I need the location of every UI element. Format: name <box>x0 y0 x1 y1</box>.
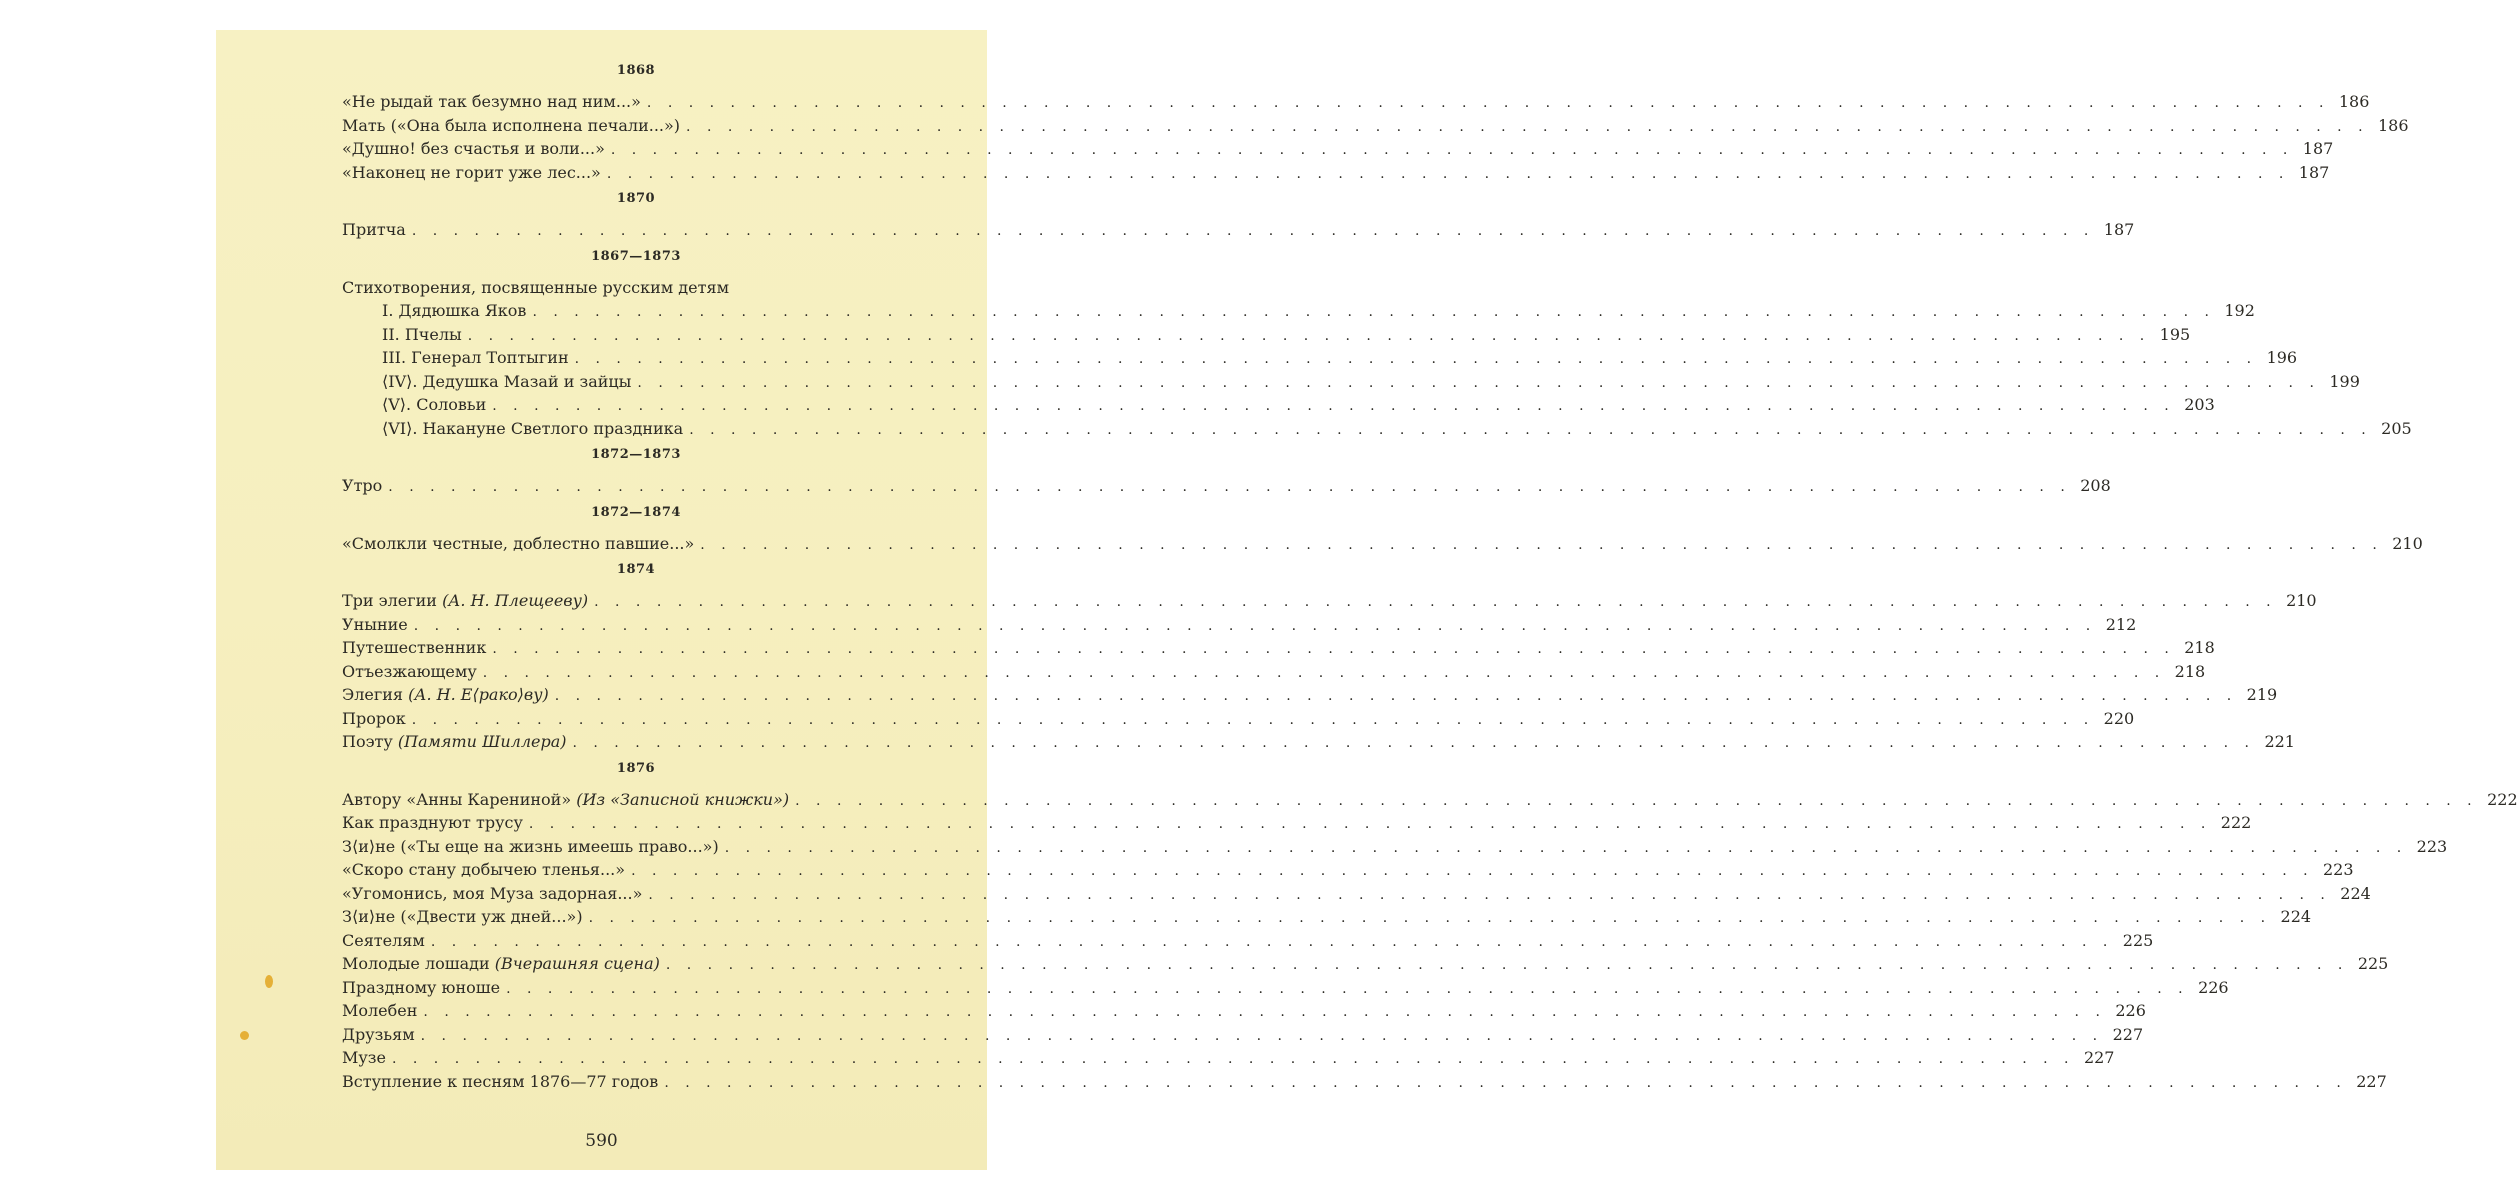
page-ref: 218 <box>2184 638 2215 657</box>
entry-title-main: Молодые лошади <box>342 954 490 973</box>
page-ref: 187 <box>2103 220 2135 239</box>
entry-title: Утро <box>342 476 383 495</box>
toc-entry <box>342 299 2255 323</box>
dot-leader <box>637 372 2319 396</box>
entry-title-main: Автору «Анны Карениной» <box>342 789 572 809</box>
page-ref: 226 <box>2198 977 2229 997</box>
paper-stain <box>265 975 273 988</box>
page-ref: 223 <box>2323 860 2354 879</box>
toc-entry <box>342 636 2215 660</box>
toc-entry <box>342 1070 2387 1094</box>
entry-title: Как празднуют трусу <box>342 813 523 832</box>
entry-title: Праздному юноше <box>342 977 501 997</box>
year-heading: 1868 <box>616 63 656 78</box>
entry-title: «Душно! без счастья и воли...» <box>342 139 605 158</box>
page-ref: 210 <box>2392 533 2423 553</box>
dot-leader <box>492 638 2174 662</box>
entry-title: Вступление к песням 1876—77 годов <box>342 1071 659 1091</box>
entry-title: ⟨IV⟩. Дедушка Мазай и зайцы <box>382 371 632 391</box>
dot-leader <box>725 837 2407 861</box>
toc-entry <box>342 114 2409 138</box>
entry-title: «Угомонись, моя Муза задорная...» <box>342 883 643 903</box>
entry-title: Пророк <box>342 708 406 728</box>
entry-title: «Не рыдай так безумно над ним...» <box>342 92 641 111</box>
dot-leader <box>647 92 2329 116</box>
year-heading: 1872—1874 <box>591 504 681 520</box>
page-ref: 224 <box>2340 883 2371 903</box>
entry-title: Молебен <box>342 1001 418 1020</box>
page-ref: 195 <box>2159 324 2191 344</box>
page-ref: 199 <box>2329 371 2360 391</box>
toc-entry <box>342 161 2330 185</box>
page-ref: 203 <box>2184 395 2215 414</box>
toc-entry <box>342 474 2111 498</box>
page-ref: 223 <box>2416 836 2448 856</box>
entry-title: Мать («Она была исполнена печали...») <box>342 115 681 135</box>
page-ref: 187 <box>2302 139 2334 158</box>
page-ref: 222 <box>2487 789 2518 809</box>
entry-dedication: (А. Н. Плещееву) <box>442 591 589 610</box>
page-ref: 205 <box>2381 418 2412 438</box>
toc-entry <box>342 730 2295 754</box>
entry-dedication: (А. Н. Е⟨рако⟩ву) <box>408 685 549 704</box>
dot-leader <box>594 591 2276 615</box>
year-heading: 1872—1873 <box>591 447 681 462</box>
page-ref: 226 <box>2115 1001 2146 1020</box>
page-ref: 192 <box>2224 301 2255 320</box>
dot-leader <box>431 931 2113 955</box>
page-ref: 212 <box>2105 614 2137 634</box>
entry-dedication: (Памяти Шиллера) <box>397 732 567 751</box>
page-ref: 224 <box>2280 907 2312 926</box>
year-heading: 1876 <box>616 760 656 776</box>
entry-title: ⟨V⟩. Соловьи <box>382 395 487 414</box>
toc-entry <box>342 346 2298 370</box>
entry-dedication: (Из «Записной книжки») <box>576 789 790 809</box>
toc-entry <box>342 929 2154 953</box>
toc-entry <box>342 1023 2144 1047</box>
dot-leader <box>421 1025 2103 1049</box>
page-ref: 222 <box>2220 813 2252 832</box>
entry-title <box>342 730 567 754</box>
dot-leader <box>573 732 2255 756</box>
entry-title: Сеятелям <box>342 930 425 950</box>
dot-leader <box>506 978 2188 1002</box>
dot-leader <box>529 813 2211 837</box>
page-ref: 196 <box>2266 348 2298 367</box>
page-ref: 218 <box>2174 661 2206 681</box>
dot-leader <box>532 301 2214 325</box>
dot-leader <box>795 790 2477 814</box>
toc-entry <box>342 905 2312 929</box>
dot-leader <box>664 1072 2346 1096</box>
entry-title <box>342 788 789 812</box>
entry-title: Путешественник <box>342 638 487 657</box>
page-ref: 221 <box>2264 732 2295 751</box>
toc-entry <box>342 323 2191 347</box>
dot-leader <box>412 709 2094 733</box>
toc-entry <box>342 393 2215 417</box>
page-ref: 186 <box>2338 92 2370 111</box>
page-ref: 219 <box>2246 685 2278 704</box>
dot-leader <box>423 1001 2105 1025</box>
dot-leader <box>589 907 2271 931</box>
entry-title: Музе <box>342 1048 386 1067</box>
entry-title: З⟨и⟩не («Ты еще на жизнь имеешь право...») <box>342 836 719 856</box>
toc-entry <box>342 976 2229 1000</box>
dot-leader <box>492 395 2174 419</box>
toc-entry <box>342 858 2354 882</box>
year-heading: 1874 <box>616 562 656 577</box>
toc-entry <box>342 788 2518 812</box>
entry-title <box>342 952 660 976</box>
entry-title: Отъезжающему <box>342 661 477 681</box>
toc-entry <box>342 707 2135 731</box>
toc-entry <box>342 1046 2115 1070</box>
entry-title: Притча <box>342 220 406 239</box>
toc-entry <box>342 589 2317 613</box>
year-heading: 1867—1873 <box>591 248 681 264</box>
entry-title: Уныние <box>342 614 408 634</box>
page-ref: 220 <box>2103 708 2135 728</box>
entry-title-main: Поэту <box>342 732 393 751</box>
toc-entry <box>342 417 2412 441</box>
dot-leader <box>686 116 2368 140</box>
dot-leader <box>648 884 2330 908</box>
toc-entry <box>342 835 2448 859</box>
page-ref: 186 <box>2377 115 2409 135</box>
entry-title: III. Генерал Топтыгин <box>382 348 569 367</box>
dot-leader <box>412 220 2094 244</box>
toc-entry <box>342 660 2206 684</box>
dot-leader <box>468 325 2150 349</box>
toc-entry <box>342 370 2360 394</box>
toc-entry <box>342 683 2278 707</box>
entry-title-main: Элегия <box>342 685 404 704</box>
entry-title-main: Три элегии <box>342 591 437 610</box>
toc-entry <box>342 137 2334 161</box>
paper-stain <box>240 1031 249 1040</box>
page-ref: 227 <box>2356 1071 2387 1091</box>
page-number: 590 <box>585 1131 618 1151</box>
page-ref: 225 <box>2357 954 2389 973</box>
toc-entry <box>342 90 2370 114</box>
page-ref: 187 <box>2298 162 2330 182</box>
dot-leader <box>414 615 2096 639</box>
entry-title: II. Пчелы <box>382 324 462 344</box>
page-ref: 208 <box>2080 476 2111 495</box>
table-of-contents <box>342 60 2518 1093</box>
dot-leader <box>575 348 2257 372</box>
dot-leader <box>392 1048 2074 1072</box>
book-page <box>216 30 2518 1170</box>
page-ref: 227 <box>2112 1024 2144 1044</box>
dot-leader <box>388 476 2070 500</box>
toc-entry <box>342 952 2389 976</box>
entry-title: Друзьям <box>342 1024 415 1044</box>
entry-title <box>342 683 549 707</box>
dot-leader <box>700 534 2382 558</box>
entry-title: «Скоро стану добычею тленья...» <box>342 860 626 879</box>
entry-title: «Смолкли честные, доблестно павшие...» <box>342 533 695 553</box>
dot-leader <box>666 954 2348 978</box>
toc-entry <box>342 532 2423 556</box>
dot-leader <box>689 419 2371 443</box>
toc-entry <box>342 613 2137 637</box>
page-ref: 227 <box>2083 1048 2115 1067</box>
dot-leader <box>631 860 2313 884</box>
page-ref: 210 <box>2286 591 2317 610</box>
group-title: Стихотворения, посвященные русским детям <box>342 277 730 297</box>
entry-title: I. Дядюшка Яков <box>382 301 527 320</box>
entry-title: «Наконец не горит уже лес...» <box>342 162 601 182</box>
entry-title: ⟨VI⟩. Накануне Светлого праздника <box>382 418 684 438</box>
dot-leader <box>555 685 2237 709</box>
toc-entry <box>342 811 2252 835</box>
entry-title: З⟨и⟩не («Двести уж дней...») <box>342 907 583 926</box>
toc-entry <box>342 999 2146 1023</box>
dot-leader <box>483 662 2165 686</box>
entry-dedication: (Вчерашняя сцена) <box>494 954 660 973</box>
entry-title <box>342 589 588 613</box>
dot-leader <box>607 163 2289 187</box>
dot-leader <box>611 139 2293 163</box>
toc-entry <box>342 882 2371 906</box>
year-heading: 1870 <box>616 191 656 206</box>
page-ref: 225 <box>2122 930 2154 950</box>
toc-entry <box>342 218 2135 242</box>
